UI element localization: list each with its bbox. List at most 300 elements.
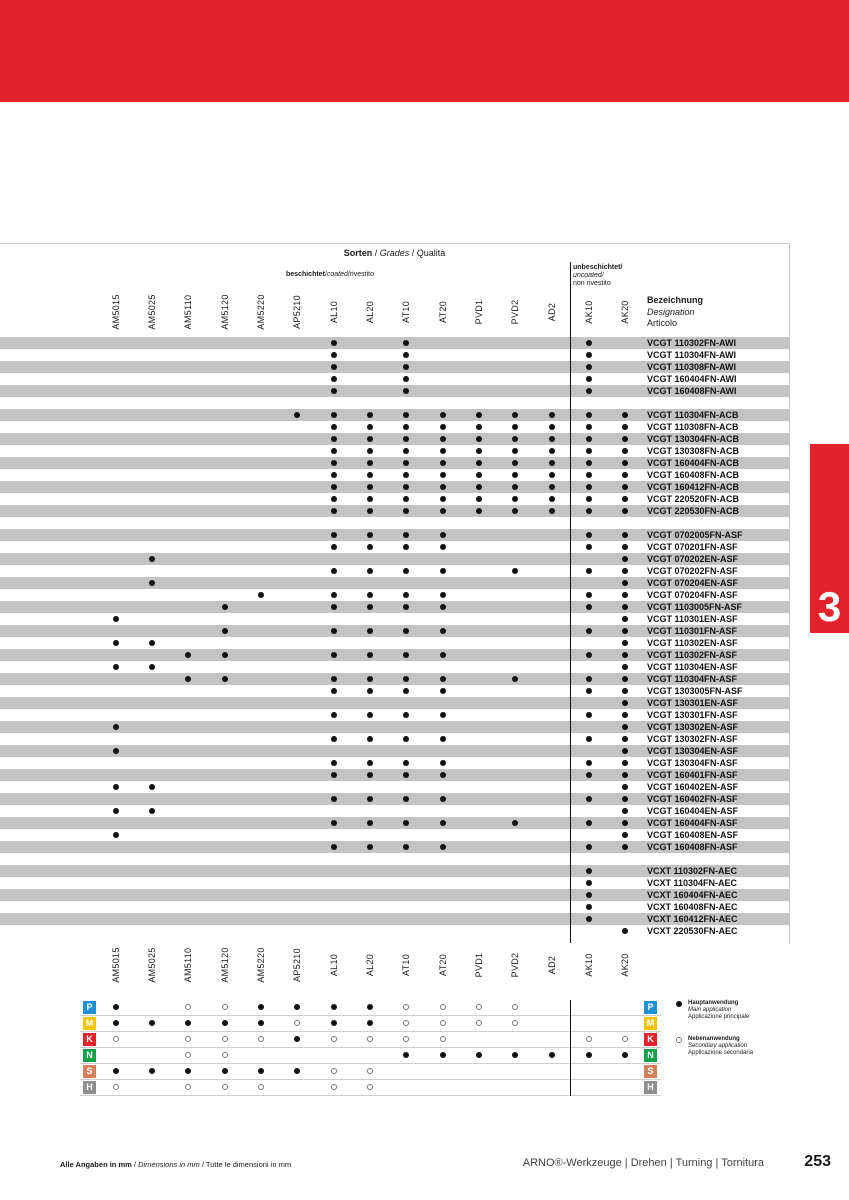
availability-dot-ak20 [622, 640, 628, 646]
secondary-application-mark [222, 1052, 228, 1058]
secondary-application-mark [258, 1084, 264, 1090]
table-row [0, 925, 789, 937]
availability-dot-ak10 [586, 508, 592, 514]
availability-dot-ak20 [622, 748, 628, 754]
availability-dot-pvd2 [512, 448, 518, 454]
availability-dot-ak10 [586, 376, 592, 382]
availability-dot-pvd2 [512, 436, 518, 442]
section-tab [810, 444, 849, 633]
availability-dot-at20 [440, 796, 446, 802]
designation-cell: VCGT 130304FN-ASF [647, 758, 738, 768]
availability-dot-at10 [403, 676, 409, 682]
availability-dot-at10 [403, 796, 409, 802]
availability-dot-am5015 [113, 784, 119, 790]
availability-dot-at20 [440, 484, 446, 490]
availability-dot-ak20 [622, 700, 628, 706]
availability-dot-pvd1 [476, 436, 482, 442]
availability-dot-ak10 [586, 424, 592, 430]
main-application-mark [185, 1020, 191, 1026]
material-badge-m: M [83, 1017, 96, 1030]
availability-dot-al10 [331, 544, 337, 550]
availability-dot-pvd1 [476, 424, 482, 430]
availability-dot-at10 [403, 436, 409, 442]
availability-dot-al10 [331, 508, 337, 514]
availability-dot-ak20 [622, 484, 628, 490]
availability-dot-ak10 [586, 532, 592, 538]
availability-dot-al10 [331, 796, 337, 802]
availability-dot-al20 [367, 508, 373, 514]
main-application-mark [149, 1068, 155, 1074]
designation-cell: VCGT 160404EN-ASF [647, 806, 739, 816]
availability-dot-ad2 [549, 460, 555, 466]
availability-dot-al10 [331, 736, 337, 742]
availability-dot-ak20 [622, 796, 628, 802]
availability-dot-at10 [403, 532, 409, 538]
availability-dot-ap5210 [294, 412, 300, 418]
availability-dot-al10 [331, 820, 337, 826]
availability-dot-at20 [440, 496, 446, 502]
availability-dot-at10 [403, 484, 409, 490]
availability-dot-at10 [403, 688, 409, 694]
table-row [0, 481, 789, 493]
designation-cell: VCGT 110304EN-ASF [647, 662, 738, 672]
availability-dot-at20 [440, 472, 446, 478]
availability-dot-al10 [331, 448, 337, 454]
secondary-application-mark [258, 1036, 264, 1042]
availability-dot-al10 [331, 652, 337, 658]
availability-dot-ak10 [586, 436, 592, 442]
availability-dot-ak20 [622, 844, 628, 850]
designation-cell: VCXT 160412FN-AEC [647, 914, 738, 924]
availability-dot-am5015 [113, 808, 119, 814]
table-row [0, 421, 789, 433]
designation-cell: VCGT 160404FN-ASF [647, 818, 738, 828]
designation-cell: VCGT 160408FN-ACB [647, 470, 740, 480]
secondary-application-mark [512, 1020, 518, 1026]
availability-dot-am5015 [113, 616, 119, 622]
availability-dot-pvd1 [476, 508, 482, 514]
availability-dot-at10 [403, 472, 409, 478]
availability-dot-at10 [403, 592, 409, 598]
table-row [0, 877, 789, 889]
availability-dot-at10 [403, 352, 409, 358]
availability-dot-am5025 [149, 580, 155, 586]
availability-dot-at20 [440, 820, 446, 826]
designation-cell: VCXT 110302FN-AEC [647, 866, 738, 876]
availability-dot-al20 [367, 736, 373, 742]
designation-cell: VCGT 130302EN-ASF [647, 722, 739, 732]
availability-dot-at10 [403, 628, 409, 634]
availability-dot-at20 [440, 676, 446, 682]
availability-dot-am5025 [149, 556, 155, 562]
availability-dot-ak10 [586, 568, 592, 574]
availability-dot-ak20 [622, 712, 628, 718]
availability-dot-al10 [331, 604, 337, 610]
application-row-k [80, 1032, 661, 1048]
designation-cell: VCGT 110304FN-ASF [647, 674, 738, 684]
material-badge-h: H [644, 1081, 657, 1094]
main-application-mark [149, 1020, 155, 1026]
availability-dot-ak10 [586, 340, 592, 346]
designation-cell: VCGT 160401FN-ASF [647, 770, 738, 780]
availability-dot-al20 [367, 772, 373, 778]
availability-dot-at20 [440, 736, 446, 742]
availability-dot-al10 [331, 340, 337, 346]
main-application-mark [113, 1020, 119, 1026]
availability-dot-at10 [403, 364, 409, 370]
availability-dot-ak20 [622, 616, 628, 622]
main-application-mark [476, 1052, 482, 1058]
availability-dot-ak10 [586, 676, 592, 682]
table-row [0, 913, 789, 925]
availability-dot-pvd2 [512, 820, 518, 826]
availability-dot-am5025 [149, 640, 155, 646]
availability-dot-pvd1 [476, 472, 482, 478]
availability-dot-ak10 [586, 880, 592, 886]
availability-dot-am5120 [222, 628, 228, 634]
table-row [0, 361, 789, 373]
material-badge-k: K [83, 1033, 96, 1046]
main-application-mark [113, 1068, 119, 1074]
availability-dot-ak10 [586, 760, 592, 766]
secondary-application-mark [622, 1036, 628, 1042]
availability-dot-am5015 [113, 664, 119, 670]
table-row [0, 445, 789, 457]
availability-dot-al20 [367, 676, 373, 682]
designation-cell: VCGT 110302EN-ASF [647, 638, 738, 648]
availability-dot-ad2 [549, 436, 555, 442]
availability-dot-ak20 [622, 784, 628, 790]
availability-dot-ad2 [549, 472, 555, 478]
designation-cell: VCGT 130308FN-ACB [647, 446, 740, 456]
designation-cell: VCGT 070202EN-ASF [647, 554, 739, 564]
main-application-icon [676, 1001, 682, 1007]
main-application-mark [549, 1052, 555, 1058]
grades-title: Sorten / Grades / Qualità [343, 248, 446, 258]
availability-dot-al20 [367, 412, 373, 418]
availability-dot-ak10 [586, 448, 592, 454]
table-row [0, 697, 789, 709]
main-application-mark [113, 1004, 119, 1010]
availability-dot-at20 [440, 424, 446, 430]
main-application-mark [258, 1020, 264, 1026]
availability-dot-al20 [367, 568, 373, 574]
availability-dot-ak20 [622, 772, 628, 778]
table-row [0, 565, 789, 577]
coated-title: beschichtet/coated/rivestito [286, 271, 374, 278]
material-badge-s: S [644, 1065, 657, 1078]
availability-dot-ak20 [622, 676, 628, 682]
table-row [0, 733, 789, 745]
availability-dot-al20 [367, 472, 373, 478]
availability-dot-al20 [367, 820, 373, 826]
availability-dot-ak20 [622, 568, 628, 574]
availability-dot-at20 [440, 544, 446, 550]
table-row [0, 793, 789, 805]
availability-dot-at10 [403, 736, 409, 742]
availability-dot-al20 [367, 712, 373, 718]
availability-dot-al20 [367, 628, 373, 634]
table-row [0, 337, 789, 349]
main-application-mark [367, 1004, 373, 1010]
availability-dot-am5025 [149, 784, 155, 790]
top-banner [0, 0, 849, 102]
designation-cell: VCXT 160404FN-AEC [647, 890, 738, 900]
availability-dot-ak10 [586, 388, 592, 394]
table-row [0, 577, 789, 589]
availability-dot-ak10 [586, 628, 592, 634]
availability-dot-ak10 [586, 604, 592, 610]
availability-dot-at20 [440, 652, 446, 658]
availability-dot-ak20 [622, 736, 628, 742]
footer-breadcrumb: ARNO®-Werkzeuge | Drehen | Turning | Tornitura [522, 1157, 764, 1169]
availability-dot-ak20 [622, 436, 628, 442]
availability-dot-ak10 [586, 688, 592, 694]
designation-cell: VCGT 110302FN-ASF [647, 650, 738, 660]
main-application-mark [331, 1004, 337, 1010]
secondary-application-icon [676, 1037, 682, 1043]
availability-dot-at20 [440, 772, 446, 778]
table-row [0, 373, 789, 385]
availability-dot-pvd2 [512, 496, 518, 502]
material-badge-h: H [83, 1081, 96, 1094]
secondary-application-mark [113, 1036, 119, 1042]
main-application-mark [367, 1020, 373, 1026]
application-row-m [80, 1016, 661, 1032]
availability-dot-pvd2 [512, 676, 518, 682]
main-application-mark [512, 1052, 518, 1058]
designation-cell: VCGT 110308FN-ACB [647, 422, 739, 432]
availability-dot-pvd2 [512, 508, 518, 514]
availability-dot-at10 [403, 412, 409, 418]
availability-dot-al10 [331, 676, 337, 682]
table-row [0, 529, 789, 541]
table-row [0, 625, 789, 637]
designation-cell: VCGT 110304FN-AWI [647, 350, 737, 360]
availability-dot-al20 [367, 424, 373, 430]
coated-uncoated-divider [570, 262, 571, 943]
availability-dot-ak10 [586, 736, 592, 742]
availability-dot-ak20 [622, 580, 628, 586]
designation-cell: VCGT 160408FN-ASF [647, 842, 738, 852]
designation-cell: VCGT 110301FN-ASF [647, 626, 738, 636]
table-row [0, 721, 789, 733]
main-application-mark [294, 1036, 300, 1042]
availability-dot-at20 [440, 448, 446, 454]
designation-cell: VCGT 070202FN-ASF [647, 566, 738, 576]
table-row [0, 553, 789, 565]
availability-dot-pvd1 [476, 448, 482, 454]
availability-dot-ak10 [586, 472, 592, 478]
availability-dot-ak20 [622, 472, 628, 478]
availability-dot-at10 [403, 460, 409, 466]
availability-dot-ak20 [622, 544, 628, 550]
availability-dot-pvd1 [476, 496, 482, 502]
availability-dot-al20 [367, 604, 373, 610]
designation-cell: VCXT 160408FN-AEC [647, 902, 738, 912]
availability-dot-at10 [403, 604, 409, 610]
main-application-mark [222, 1020, 228, 1026]
secondary-application-mark [403, 1020, 409, 1026]
availability-dot-al10 [331, 484, 337, 490]
table-row [0, 349, 789, 361]
availability-dot-ad2 [549, 496, 555, 502]
availability-dot-ak20 [622, 928, 628, 934]
secondary-application-mark [222, 1036, 228, 1042]
designation-cell: VCGT 110301EN-ASF [647, 614, 738, 624]
availability-dot-ak20 [622, 604, 628, 610]
secondary-application-mark [440, 1036, 446, 1042]
material-badge-p: P [644, 1001, 657, 1014]
table-row [0, 817, 789, 829]
availability-dot-at20 [440, 844, 446, 850]
designation-cell: VCXT 220530FN-AEC [647, 926, 738, 936]
application-row-p [80, 1000, 661, 1016]
availability-dot-am5120 [222, 604, 228, 610]
designation-cell: VCGT 1303005FN-ASF [647, 686, 743, 696]
availability-dot-at20 [440, 688, 446, 694]
table-row [0, 769, 789, 781]
designation-cell: VCGT 110302FN-AWI [647, 338, 737, 348]
secondary-application-mark [222, 1084, 228, 1090]
availability-dot-ak20 [622, 628, 628, 634]
availability-dot-ak10 [586, 364, 592, 370]
material-badge-n: N [644, 1049, 657, 1062]
secondary-application-mark [367, 1068, 373, 1074]
availability-dot-at10 [403, 820, 409, 826]
table-row [0, 673, 789, 685]
designation-cell: VCGT 130304FN-ACB [647, 434, 740, 444]
availability-dot-ak10 [586, 796, 592, 802]
table-row [0, 745, 789, 757]
table-row [0, 637, 789, 649]
availability-dot-ak10 [586, 892, 592, 898]
availability-dot-al20 [367, 436, 373, 442]
availability-dot-al10 [331, 844, 337, 850]
uncoated-title: unbeschichtet/ uncoated/ non rivestito [573, 264, 623, 287]
main-application-mark [440, 1052, 446, 1058]
availability-dot-al10 [331, 352, 337, 358]
designation-cell: VCXT 110304FN-AEC [647, 878, 738, 888]
availability-dot-ak20 [622, 508, 628, 514]
availability-dot-ak20 [622, 808, 628, 814]
availability-dot-am5015 [113, 724, 119, 730]
designation-cell: VCGT 070204EN-ASF [647, 578, 739, 588]
main-application-mark [185, 1068, 191, 1074]
designation-cell: VCGT 160404FN-ACB [647, 458, 740, 468]
availability-dot-am5120 [222, 676, 228, 682]
availability-dot-ad2 [549, 508, 555, 514]
material-badge-n: N [83, 1049, 96, 1062]
availability-dot-at10 [403, 712, 409, 718]
availability-dot-ak10 [586, 496, 592, 502]
availability-dot-am5015 [113, 748, 119, 754]
material-badge-m: M [644, 1017, 657, 1030]
availability-dot-at20 [440, 628, 446, 634]
availability-dot-al10 [331, 760, 337, 766]
secondary-application-mark [331, 1068, 337, 1074]
designation-cell: VCGT 220520FN-ACB [647, 494, 740, 504]
application-row-n [80, 1048, 661, 1064]
table-row [0, 649, 789, 661]
availability-dot-al20 [367, 544, 373, 550]
main-application-mark [294, 1068, 300, 1074]
availability-dot-al10 [331, 592, 337, 598]
main-application-mark [258, 1004, 264, 1010]
availability-dot-al20 [367, 448, 373, 454]
availability-dot-al20 [367, 760, 373, 766]
availability-dot-al20 [367, 844, 373, 850]
availability-dot-ak20 [622, 448, 628, 454]
availability-dot-al10 [331, 496, 337, 502]
table-row [0, 661, 789, 673]
table-row [0, 409, 789, 421]
table-row [0, 865, 789, 877]
availability-dot-al20 [367, 484, 373, 490]
availability-dot-ak10 [586, 592, 592, 598]
availability-dot-al10 [331, 376, 337, 382]
main-application-mark [258, 1068, 264, 1074]
availability-dot-pvd2 [512, 460, 518, 466]
secondary-application-mark [367, 1084, 373, 1090]
main-application-mark [403, 1052, 409, 1058]
table-row [0, 709, 789, 721]
main-application-mark [222, 1068, 228, 1074]
designation-cell: VCGT 0702005FN-ASF [647, 530, 743, 540]
designation-cell: VCGT 130301EN-ASF [647, 698, 739, 708]
availability-dot-ak20 [622, 760, 628, 766]
availability-dot-al10 [331, 460, 337, 466]
availability-dot-at10 [403, 544, 409, 550]
availability-dot-pvd1 [476, 460, 482, 466]
availability-dot-al20 [367, 796, 373, 802]
availability-dot-at20 [440, 592, 446, 598]
availability-dot-ak10 [586, 904, 592, 910]
designation-cell: VCGT 160408FN-AWI [647, 386, 737, 396]
designation-cell: VCGT 110304FN-ACB [647, 410, 739, 420]
availability-dot-at10 [403, 448, 409, 454]
availability-dot-ak20 [622, 688, 628, 694]
table-row [0, 829, 789, 841]
availability-dot-ak10 [586, 352, 592, 358]
secondary-application-mark [113, 1084, 119, 1090]
availability-dot-ak20 [622, 832, 628, 838]
availability-dot-am5025 [149, 808, 155, 814]
application-divider [570, 1000, 571, 1096]
availability-dot-al20 [367, 652, 373, 658]
secondary-application-mark [185, 1036, 191, 1042]
availability-dot-al20 [367, 460, 373, 466]
availability-dot-at20 [440, 412, 446, 418]
availability-dot-at10 [403, 376, 409, 382]
availability-dot-ak10 [586, 844, 592, 850]
availability-dot-at10 [403, 340, 409, 346]
availability-dot-al10 [331, 388, 337, 394]
availability-dot-pvd2 [512, 484, 518, 490]
availability-dot-at20 [440, 436, 446, 442]
availability-dot-at10 [403, 508, 409, 514]
designation-cell: VCGT 160402EN-ASF [647, 782, 739, 792]
designation-cell: VCGT 1103005FN-ASF [647, 602, 743, 612]
availability-dot-ak10 [586, 772, 592, 778]
designation-cell: VCGT 160412FN-ACB [647, 482, 740, 492]
availability-dot-ad2 [549, 412, 555, 418]
designation-cell: VCGT 070204FN-ASF [647, 590, 738, 600]
availability-dot-pvd2 [512, 412, 518, 418]
availability-dot-ak20 [622, 724, 628, 730]
availability-dot-al20 [367, 532, 373, 538]
availability-dot-al10 [331, 412, 337, 418]
